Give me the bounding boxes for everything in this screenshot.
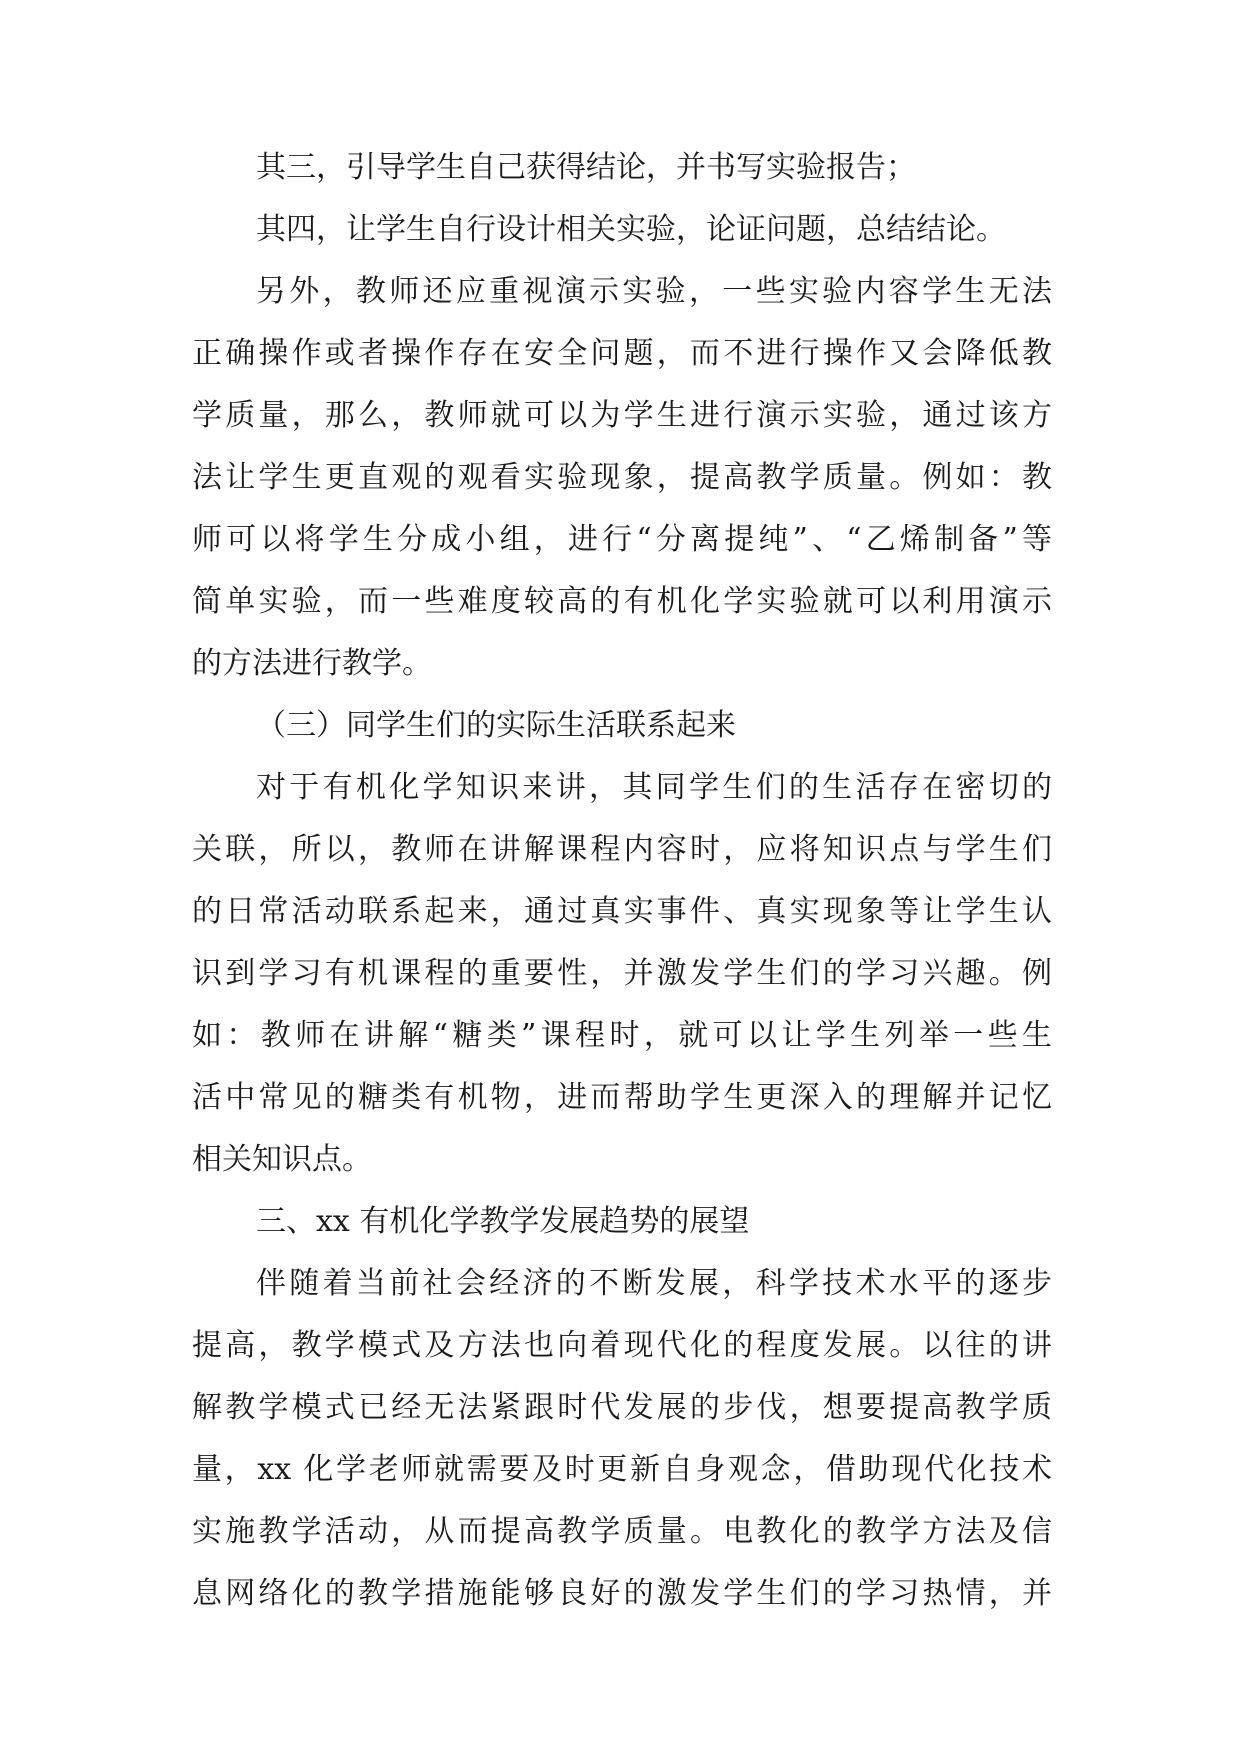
text-line: 正确操作或者操作存在安全问题，而不进行操作又会降低教: [192, 336, 1052, 371]
text-line: 其四，让学生自行设计相关实验，论证问题，总结结论。: [256, 212, 1006, 247]
text-line: 实施教学活动，从而提高教学质量。电教化的教学方法及信: [192, 1514, 1052, 1549]
paragraph-start-line: 对于有机化学知识来讲，其同学生们的生活存在密切的: [256, 770, 1052, 805]
text-line: 息网络化的教学措施能够良好的激发学生们的学习热情，并: [192, 1576, 1052, 1611]
text-line: 其三，引导学生自己获得结论，并书写实验报告；: [256, 150, 916, 185]
text-line: 相关知识点。: [192, 1142, 372, 1177]
text-line: 学质量，那么，教师就可以为学生进行演示实验，通过该方: [192, 398, 1052, 433]
paragraph-start-line: 另外，教师还应重视演示实验，一些实验内容学生无法: [256, 274, 1052, 309]
text-line: 识到学习有机课程的重要性，并激发学生们的学习兴趣。例: [192, 956, 1052, 991]
text-line: 简单实验，而一些难度较高的有机化学实验就可以利用演示: [192, 584, 1052, 619]
text-line: 法让学生更直观的观看实验现象，提高教学质量。例如：教: [192, 460, 1052, 495]
text-line: 量，xx 化学老师就需要及时更新自身观念，借助现代化技术: [192, 1452, 1052, 1487]
text-line: 解教学模式已经无法紧跟时代发展的步伐，想要提高教学质: [192, 1390, 1052, 1425]
text-line: 的方法进行教学。: [192, 646, 432, 681]
section-heading: 三、xx 有机化学教学发展趋势的展望: [256, 1204, 750, 1239]
text-line: 的日常活动联系起来，通过真实事件、真实现象等让学生认: [192, 894, 1052, 929]
text-line: 师可以将学生分成小组，进行“分离提纯”、“乙烯制备”等: [192, 522, 1052, 557]
text-line: 如：教师在讲解“糖类”课程时，就可以让学生列举一些生: [192, 1018, 1052, 1053]
section-heading: （三）同学生们的实际生活联系起来: [256, 708, 736, 743]
text-line: 关联，所以，教师在讲解课程内容时，应将知识点与学生们: [192, 832, 1052, 867]
text-line: 提高，教学模式及方法也向着现代化的程度发展。以往的讲: [192, 1328, 1052, 1363]
text-line: 活中常见的糖类有机物，进而帮助学生更深入的理解并记忆: [192, 1080, 1052, 1115]
paragraph-start-line: 伴随着当前社会经济的不断发展，科学技术水平的逐步: [256, 1266, 1052, 1301]
